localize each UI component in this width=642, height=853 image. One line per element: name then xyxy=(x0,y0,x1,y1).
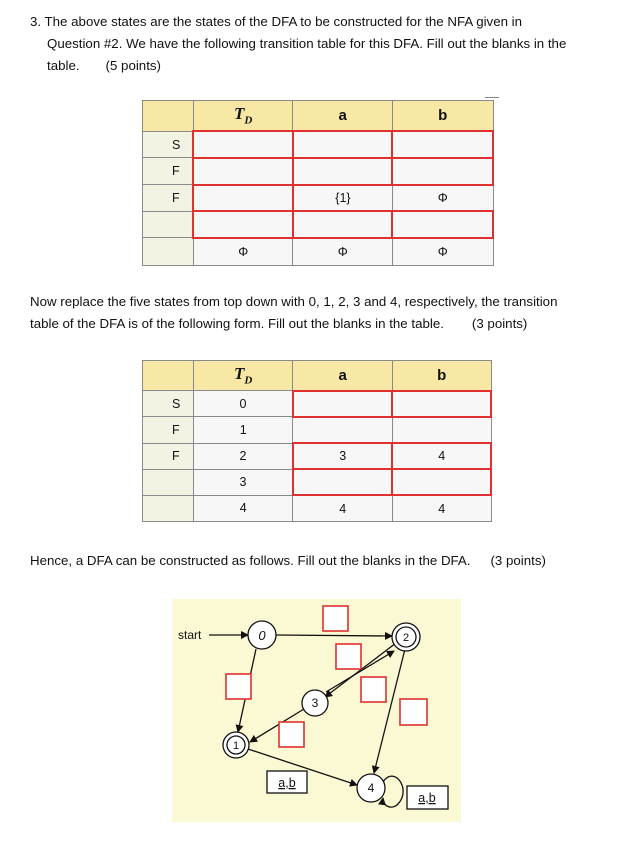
start-label: start xyxy=(178,628,202,642)
table2-state: 1 xyxy=(193,417,293,443)
paragraph2-points: (3 points) xyxy=(471,316,528,331)
dfa-diagram xyxy=(172,599,461,822)
blank-box-3-to-2[interactable] xyxy=(361,677,386,702)
table1-header-b: b xyxy=(392,101,493,132)
table2-state: 4 xyxy=(193,495,293,521)
table1-blank-cell[interactable] xyxy=(392,158,493,185)
table1-header-td: $T_D$ xyxy=(193,101,293,132)
table1-blank-cell[interactable] xyxy=(293,211,393,238)
blank-box-2-to-4[interactable] xyxy=(400,699,427,725)
table2-header-td: $T_D$ xyxy=(193,361,293,391)
table2-header-b: b xyxy=(392,361,491,391)
table1-row-label xyxy=(143,238,194,266)
paragraph2-line-2: table of the DFA is of the following form. Fill out the blanks in the table. (3 points) xyxy=(30,313,620,335)
edge-label-4-self: a,b xyxy=(418,791,436,805)
table1-corner-cell xyxy=(143,101,194,132)
table1-row-label xyxy=(143,211,194,238)
question-line-1: 3. The above states are the states of the DFA to be constructed for the NFA given in xyxy=(30,14,523,29)
table2-empty-cell xyxy=(293,417,393,443)
transition-table-1 xyxy=(142,100,494,266)
divider-mark xyxy=(485,97,499,98)
table2-empty-cell xyxy=(392,417,491,443)
table1-blank-cell[interactable] xyxy=(193,158,293,185)
table2-corner-cell xyxy=(143,361,194,391)
table2-blank-cell[interactable] xyxy=(293,469,393,495)
table1-cell-a: Φ xyxy=(293,238,393,266)
table1-row-label: F xyxy=(143,185,194,212)
instruction-paragraph-3 xyxy=(30,550,620,572)
transition-table-2 xyxy=(142,360,492,522)
table1-blank-cell[interactable] xyxy=(193,131,293,158)
state-1-label: 1 xyxy=(232,740,240,752)
edge-label-1-to-4: a,b xyxy=(278,776,296,790)
table1-blank-cell[interactable] xyxy=(392,131,493,158)
edge-0-to-2 xyxy=(276,635,392,636)
table2-state: 2 xyxy=(193,443,293,469)
instruction-paragraph-2 xyxy=(30,291,620,335)
table2-cell-b: 4 xyxy=(392,495,491,521)
blank-box-0-to-1[interactable] xyxy=(226,674,251,699)
table2-blank-cell[interactable] xyxy=(392,469,491,495)
table1-header-a: a xyxy=(293,101,393,132)
table1-blank-cell[interactable] xyxy=(392,211,493,238)
table2-row-label: F xyxy=(143,417,194,443)
table2-row-label: F xyxy=(143,443,194,469)
table1-blank-cell[interactable] xyxy=(293,158,393,185)
paragraph2-line-1: Now replace the five states from top down with 0, 1, 2, 3 and 4, respectively, the transition xyxy=(30,294,558,309)
table1-row-label: S xyxy=(143,131,194,158)
table2-cell-a: 4 xyxy=(293,495,393,521)
table1-cell-b: Φ xyxy=(392,238,493,266)
edge-4-self-loop xyxy=(383,776,403,807)
state-3-label: 3 xyxy=(311,696,319,710)
table2-state: 3 xyxy=(193,469,293,495)
table2-row-label: S xyxy=(143,391,194,417)
table1-cell-a: {1} xyxy=(293,185,393,212)
table2-blank-cell[interactable] xyxy=(293,391,393,417)
question-3-paragraph xyxy=(30,11,615,77)
state-2-label: 2 xyxy=(402,632,410,644)
question-line-2: Question #2. We have the following transition table for this DFA. Fill out the blanks in the xyxy=(47,36,567,51)
table2-cell-b: 4 xyxy=(392,443,491,469)
state-0-label: 0 xyxy=(258,628,266,643)
table2-blank-cell[interactable] xyxy=(392,391,491,417)
blank-box-0-to-2[interactable] xyxy=(323,606,348,631)
table1-blank-cell[interactable] xyxy=(193,211,293,238)
question-line-3: table. (5 points) xyxy=(30,55,615,77)
table1-blank-cell[interactable] xyxy=(193,185,293,212)
table1-blank-cell[interactable] xyxy=(293,131,393,158)
paragraph3-points: (3 points) xyxy=(490,553,546,568)
blank-box-3-to-1[interactable] xyxy=(279,722,304,747)
state-4-label: 4 xyxy=(367,781,375,795)
table1-row-label: F xyxy=(143,158,194,185)
table1-cell-td: Φ xyxy=(193,238,293,266)
paragraph3-line: Hence, a DFA can be constructed as follows. Fill out the blanks in the DFA. (3 points) xyxy=(30,550,620,572)
table1-cell-b: Φ xyxy=(392,185,493,212)
blank-box-2-to-3[interactable] xyxy=(336,644,361,669)
question-points: (5 points) xyxy=(105,58,161,73)
table2-row-label xyxy=(143,495,194,521)
table2-cell-a: 3 xyxy=(293,443,393,469)
table2-header-a: a xyxy=(293,361,393,391)
table2-state: 0 xyxy=(193,391,293,417)
table2-row-label xyxy=(143,469,194,495)
